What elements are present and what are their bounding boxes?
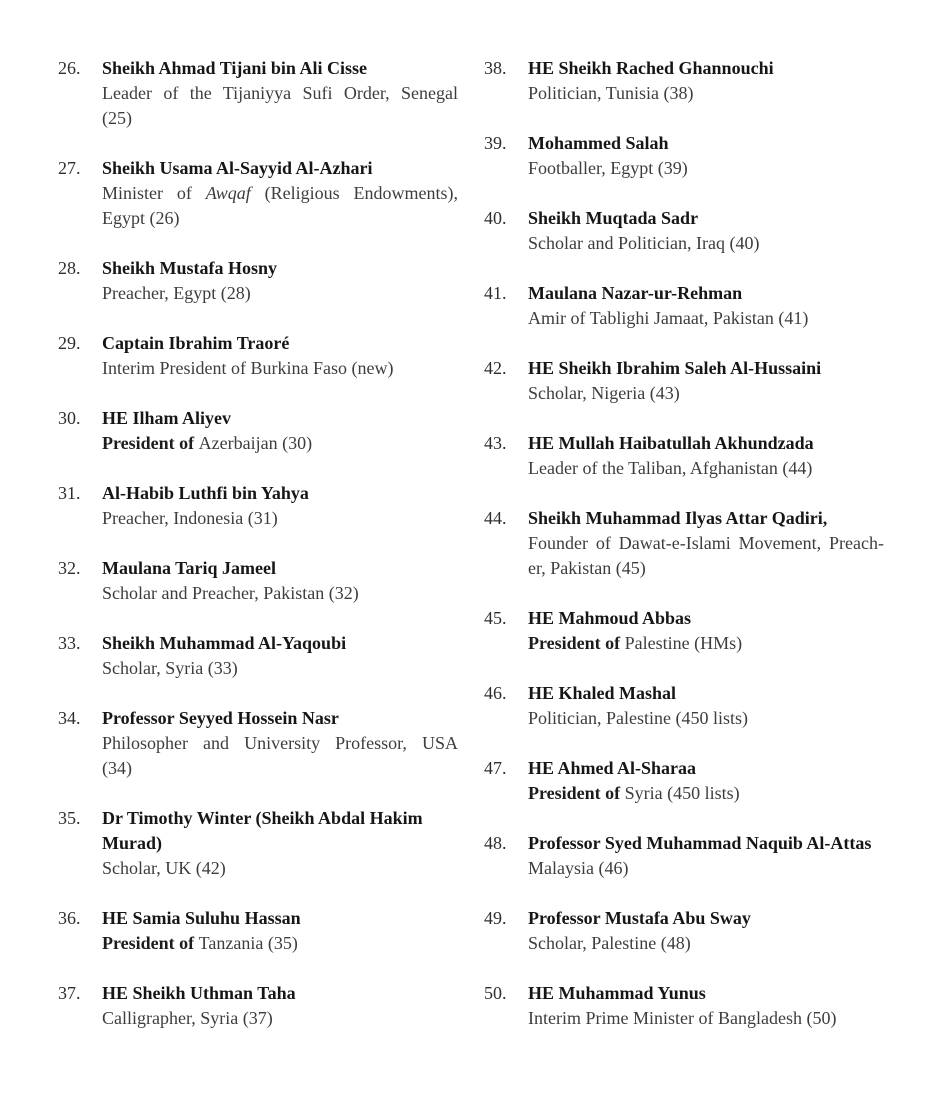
item-description [528,931,884,956]
item-number: 45. [484,608,507,628]
text-segment: President of [102,433,199,453]
item-description [102,731,458,756]
list-item [58,706,458,781]
item-name: HE Ahmed Al-Sharaa [528,758,697,778]
item-body [528,431,884,481]
text-segment: Leader of the Tijaniyya Sufi Order, Senegal [102,83,458,103]
list-item [58,156,458,231]
item-description [102,506,458,531]
text-segment: Azerbaijan (30) [198,433,313,453]
text-segment: Amir of Tablighi Jamaat, Pakistan (41) [528,308,809,328]
item-number: 47. [484,758,507,778]
item-name: Al-Habib Luthfi bin Yahya [102,483,309,503]
item-description [102,656,458,681]
text-segment: Interim President of Burkina Faso (new) [102,358,394,378]
item-description [528,156,884,181]
item-body [528,681,884,731]
item-name: Sheikh Mustafa Hosny [102,258,278,278]
item-number: 30. [58,408,81,428]
column-right [484,56,884,1056]
item-number: 39. [484,133,507,153]
item-description [528,631,884,656]
list-item [484,356,884,406]
item-name: HE Sheikh Uthman Taha [102,983,296,1003]
item-body [528,981,884,1031]
list-item [58,631,458,681]
list-item [58,556,458,606]
list-item [484,681,884,731]
item-description [102,181,458,206]
text-segment: Syria (450 lists) [624,783,740,803]
text-segment: Scholar, UK (42) [102,858,226,878]
list-item [484,131,884,181]
item-number: 41. [484,283,507,303]
item-name: Maulana Nazar-ur-Rehman [528,283,743,303]
item-name: HE Mahmoud Abbas [528,608,692,628]
text-segment: Leader of the Taliban, Afghanistan (44) [528,458,813,478]
item-number: 42. [484,358,507,378]
list-item [58,256,458,306]
item-body [102,806,458,881]
item-name: HE Samia Suluhu Hassan [102,908,301,928]
item-body [102,156,458,231]
item-number: 33. [58,633,81,653]
item-description [528,531,884,556]
item-number: 48. [484,833,507,853]
list-item [58,406,458,456]
item-description [528,456,884,481]
item-description [102,1006,458,1031]
text-segment: Philosopher and University Professor, USA [102,733,458,753]
item-description [102,431,458,456]
item-body [102,556,458,606]
text-segment: (25) [102,108,132,128]
item-description [528,856,884,881]
item-description [102,106,458,131]
item-description [528,706,884,731]
item-body [528,831,884,881]
item-number: 44. [484,508,507,528]
item-name: Sheikh Muqtada Sadr [528,208,699,228]
list-item [484,981,884,1031]
item-body [102,706,458,781]
list-item [58,56,458,131]
text-segment: Scholar, Nigeria (43) [528,383,680,403]
item-name: Professor Mustafa Abu Sway [528,908,751,928]
item-number: 36. [58,908,81,928]
text-segment: President of [102,933,199,953]
list-item [484,906,884,956]
item-body [528,206,884,256]
text-segment: (Religious Endowments), [250,183,458,203]
text-segment: Minister of [102,183,206,203]
item-number: 40. [484,208,507,228]
item-name: Mohammed Salah [528,133,669,153]
list-item [58,481,458,531]
item-body [528,56,884,106]
item-body [528,281,884,331]
item-description [528,231,884,256]
item-description [528,306,884,331]
list-item [58,906,458,956]
item-description [102,356,458,381]
text-segment: Tanzania (35) [198,933,298,953]
text-segment: Awqaf [205,183,251,203]
item-body [528,506,884,581]
item-name: HE Mullah Haibatullah Akhundzada [528,433,814,453]
item-body [102,631,458,681]
item-name: HE Sheikh Ibrahim Saleh Al-Hussaini [528,358,822,378]
item-name: Captain Ibrahim Traoré [102,333,290,353]
item-name: Murad) [102,833,162,853]
item-number: 32. [58,558,81,578]
item-body [528,131,884,181]
item-name: Maulana Tariq Jameel [102,558,277,578]
item-body [102,906,458,956]
item-name: HE Khaled Mashal [528,683,677,703]
list-item [484,56,884,106]
item-name: Sheikh Usama Al-Sayyid Al-Azhari [102,158,373,178]
item-name: Dr Timothy Winter (Sheikh Abdal Hakim [102,808,423,828]
text-segment: Palestine (HMs) [624,633,743,653]
list-item [484,431,884,481]
item-number: 28. [58,258,81,278]
text-segment: Scholar, Syria (33) [102,658,238,678]
text-segment: Founder of Dawat-e-Islami Movement, Preach- [528,533,884,553]
list-item [484,281,884,331]
item-body [528,356,884,406]
item-number: 49. [484,908,507,928]
item-description [528,556,884,581]
item-number: 43. [484,433,507,453]
item-body [528,606,884,656]
item-body [102,331,458,381]
item-description [102,581,458,606]
item-name: Sheikh Muhammad Al-Yaqoubi [102,633,347,653]
list-item [484,606,884,656]
item-name: HE Muhammad Yunus [528,983,706,1003]
list-item [58,981,458,1031]
item-number: 35. [58,808,81,828]
text-segment: Preacher, Egypt (28) [102,283,251,303]
item-description [528,781,884,806]
item-description [102,206,458,231]
list-item [484,756,884,806]
text-segment: (34) [102,758,132,778]
item-number: 29. [58,333,81,353]
text-segment: Scholar and Politician, Iraq (40) [528,233,760,253]
item-body [102,406,458,456]
list-item [484,506,884,581]
item-body [102,256,458,306]
text-segment: Scholar, Palestine (48) [528,933,691,953]
text-segment: Calligrapher, Syria (37) [102,1008,273,1028]
item-number: 26. [58,58,81,78]
text-segment: President of [528,633,625,653]
item-description [102,81,458,106]
item-number: 46. [484,683,507,703]
item-description [102,281,458,306]
item-name: Sheikh Ahmad Tijani bin Ali Cisse [102,58,367,78]
item-description [102,756,458,781]
text-segment: Footballer, Egypt (39) [528,158,688,178]
text-segment: Preacher, Indonesia (31) [102,508,278,528]
item-number: 38. [484,58,507,78]
text-segment: er, Pakistan (45) [528,558,646,578]
list-item [58,331,458,381]
item-body [102,56,458,131]
item-name: Professor Syed Muhammad Naquib Al-Attas [528,833,872,853]
item-name: Sheikh Muhammad Ilyas Attar Qadiri, [528,508,828,528]
item-description [102,931,458,956]
item-number: 27. [58,158,81,178]
item-number: 50. [484,983,507,1003]
column-left [58,56,458,1056]
item-body [528,756,884,806]
text-segment: Malaysia (46) [528,858,629,878]
item-body [102,481,458,531]
list-item [484,206,884,256]
text-segment: Politician, Palestine (450 lists) [528,708,748,728]
item-number: 37. [58,983,81,1003]
text-segment: Scholar and Preacher, Pakistan (32) [102,583,359,603]
item-number: 34. [58,708,81,728]
text-segment: President of [528,783,625,803]
text-segment: Interim Prime Minister of Bangladesh (50) [528,1008,837,1028]
list-item [484,831,884,881]
item-name: Professor Seyyed Hossein Nasr [102,708,339,728]
list-item [58,806,458,881]
item-description [102,856,458,881]
text-segment: Egypt (26) [102,208,180,228]
item-description [528,81,884,106]
item-name: HE Sheikh Rached Ghannouchi [528,58,774,78]
item-number: 31. [58,483,81,503]
item-body [102,981,458,1031]
text-segment: Politician, Tunisia (38) [528,83,694,103]
item-body [528,906,884,956]
item-description [528,1006,884,1031]
item-name: HE Ilham Aliyev [102,408,232,428]
item-description [528,381,884,406]
